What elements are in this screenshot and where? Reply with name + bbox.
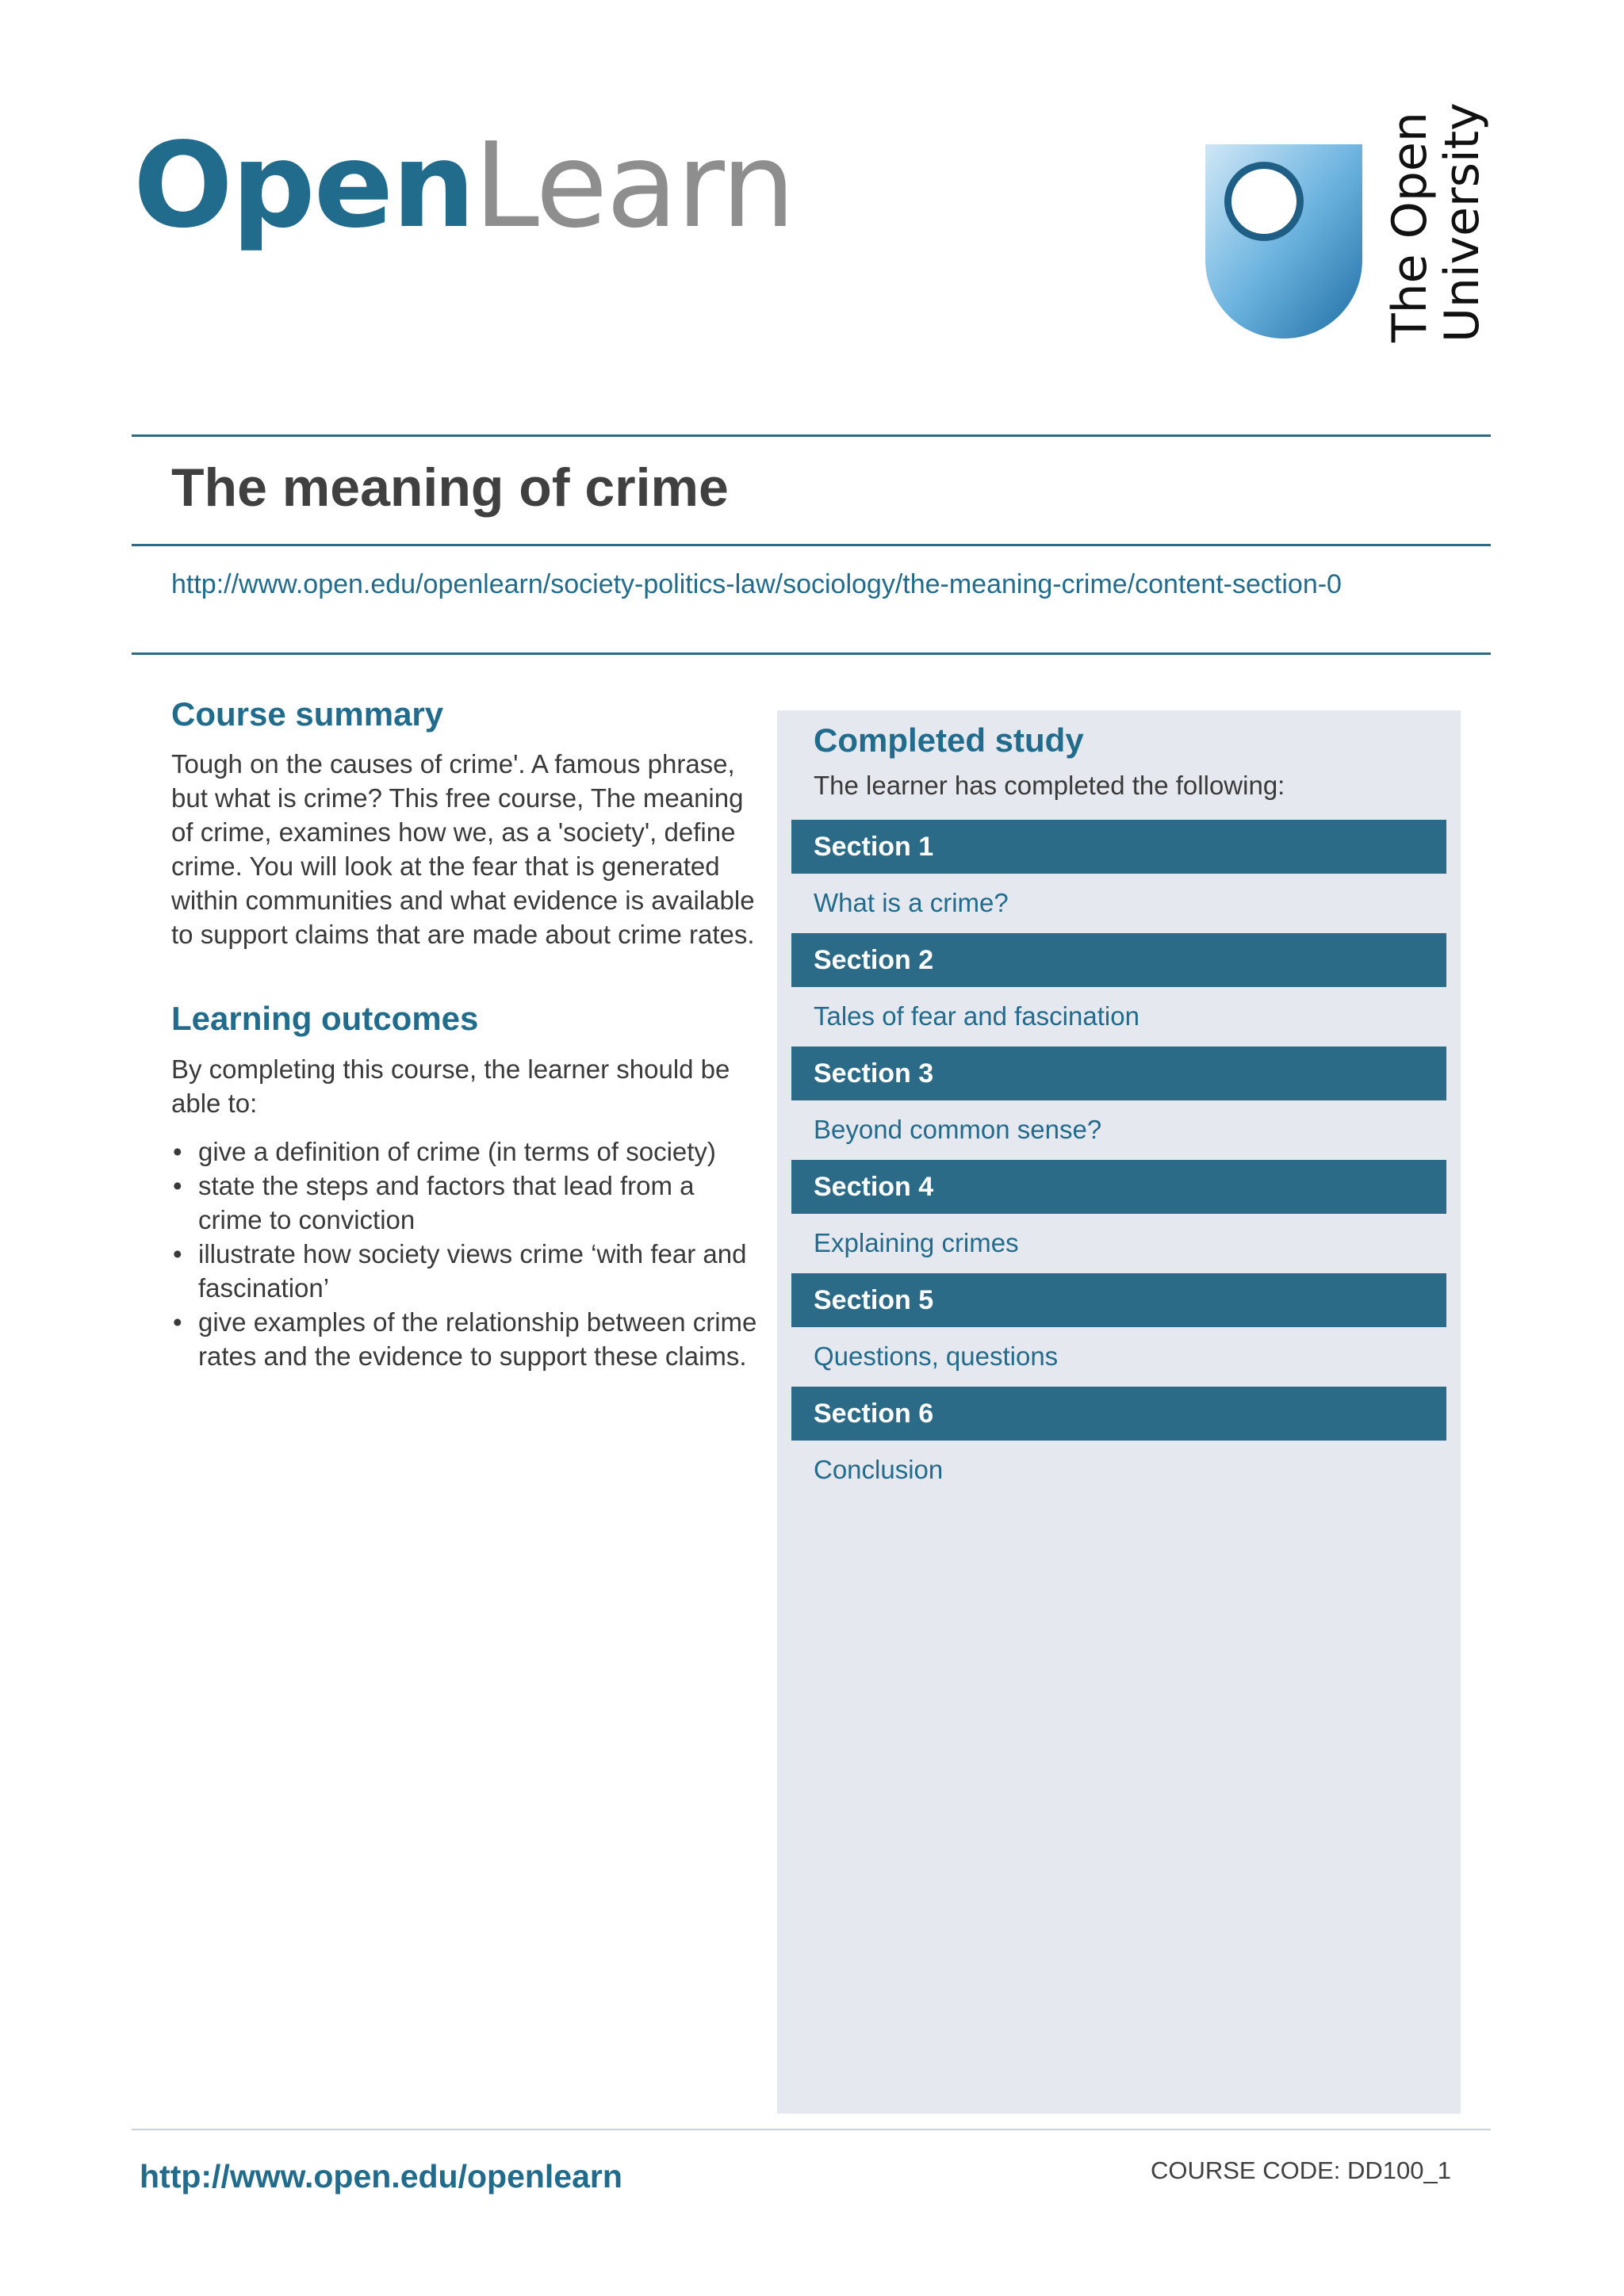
left-column bbox=[171, 695, 758, 1373]
bullet-icon: • bbox=[173, 1170, 182, 1200]
footer-openlearn-link[interactable]: http://www.open.edu/openlearn bbox=[140, 2158, 622, 2195]
list-item bbox=[171, 1169, 758, 1237]
title-bottom-rule bbox=[132, 544, 1491, 546]
learning-outcomes-heading: Learning outcomes bbox=[171, 1000, 479, 1038]
completed-study-intro: The learner has completed the following: bbox=[814, 771, 1285, 800]
ou-line2: University bbox=[1434, 102, 1490, 342]
section-4-bar: Section 4 bbox=[791, 1160, 1446, 1214]
section-3-title: Beyond common sense? bbox=[814, 1115, 1102, 1144]
section-2-title: Tales of fear and fascination bbox=[814, 1001, 1139, 1031]
openlearn-logo bbox=[133, 117, 795, 254]
open-university-shield-icon bbox=[1199, 141, 1369, 342]
logo-open-text: Open bbox=[133, 117, 474, 254]
course-code: COURSE CODE: DD100_1 bbox=[1150, 2156, 1451, 2184]
section-1-bar: Section 1 bbox=[791, 820, 1446, 874]
logo-learn-text: Learn bbox=[473, 117, 795, 254]
learning-outcomes-intro: By completing this course, the learner should be able to: bbox=[171, 1054, 730, 1118]
section-list bbox=[791, 820, 1446, 1500]
course-url-link[interactable]: http://www.open.edu/openlearn/society-politics-law/sociology/the-meaning-crime/content-section-0 bbox=[171, 569, 1342, 599]
url-bottom-rule bbox=[132, 652, 1491, 655]
course-summary-text: Tough on the causes of crime'. A famous phrase, but what is crime? This free course, The meaning of crime, examines how we, as a 'society', define crime. You will look at the fear that is generated within communities and what evidence is available to support claims that are made about crime rates. bbox=[171, 749, 755, 950]
page-title: The meaning of crime bbox=[171, 457, 729, 518]
list-item bbox=[171, 1305, 758, 1373]
completed-study-panel bbox=[777, 710, 1461, 2114]
learning-outcomes-list bbox=[171, 1135, 758, 1373]
section-1-title: What is a crime? bbox=[814, 888, 1009, 917]
outcome-text: state the steps and factors that lead from a crime to conviction bbox=[198, 1170, 695, 1234]
list-item bbox=[171, 1237, 758, 1305]
section-6-bar: Section 6 bbox=[791, 1387, 1446, 1441]
section-6-title: Conclusion bbox=[814, 1455, 944, 1484]
outcome-text: give examples of the relationship between crime rates and the evidence to support these claims. bbox=[198, 1307, 757, 1371]
footer-rule bbox=[132, 2129, 1491, 2130]
completed-study-heading: Completed study bbox=[814, 721, 1084, 759]
bullet-icon: • bbox=[173, 1238, 182, 1269]
open-university-wordmark bbox=[1382, 102, 1497, 342]
outcome-text: illustrate how society views crime ‘with fear and fascination’ bbox=[198, 1238, 747, 1303]
bullet-icon: • bbox=[173, 1136, 182, 1166]
list-item bbox=[171, 1135, 758, 1169]
section-5-bar: Section 5 bbox=[791, 1273, 1446, 1327]
section-2-bar: Section 2 bbox=[791, 933, 1446, 987]
section-5-title: Questions, questions bbox=[814, 1341, 1059, 1371]
course-summary-heading: Course summary bbox=[171, 695, 444, 733]
title-top-rule bbox=[132, 434, 1491, 437]
outcome-text: give a definition of crime (in terms of society) bbox=[198, 1136, 716, 1166]
section-3-bar: Section 3 bbox=[791, 1047, 1446, 1100]
section-4-title: Explaining crimes bbox=[814, 1228, 1019, 1257]
bullet-icon: • bbox=[173, 1307, 182, 1337]
ou-line1: The Open bbox=[1382, 112, 1438, 342]
